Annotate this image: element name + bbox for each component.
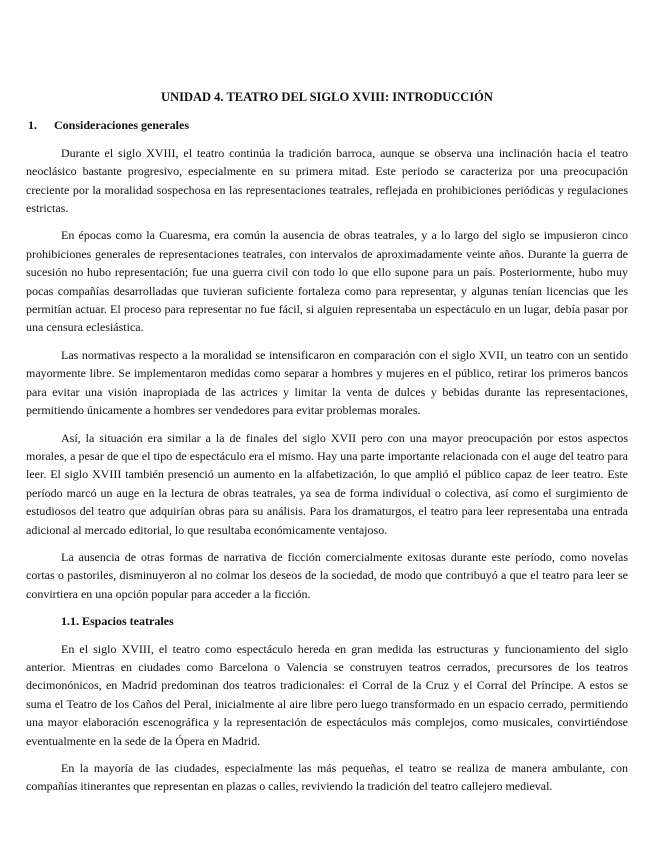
paragraph: Las normativas respecto a la moralidad se intensificaron en comparación con el siglo XVII, un teatro con un sentido mayormente libre. Se implementaron medidas como separar a hombres y mujeres en el público, retirar los primeros bancos para evitar una visión inapropiada de las actrices y limitar la venta de dulces y bebidas durante las representaciones, permitiendo únicamente a hombres ser vendedores para evitar problemas morales.	[26, 347, 628, 418]
subsection-heading: 1.1. Espacios teatrales	[61, 614, 174, 629]
paragraph: Durante el siglo XVIII, el teatro continúa la tradición barroca, aunque se observa una inclinación hacia el teatro neoclásico bastante progresivo, especialmente en su primera mitad. Este periodo se caracteriza por una preocupación creciente por la moralidad sospechosa en las representaciones teatrales, reflejada en prohibiciones periódicas y regulaciones estrictas.	[26, 145, 628, 216]
section-title: Consideraciones generales	[54, 118, 189, 133]
paragraph: Así, la situación era similar a la de finales del siglo XVII pero con una mayor preocupación por estos aspectos morales, a pesar de que el tipo de espectáculo era el mismo. Hay una parte importante relacionada con el auge del teatro para leer. El siglo XVIII también presenció un aumento en la alfabetización, lo que amplió el público capaz de leer teatro. Este período marcó un auge en la lectura de obras teatrales, ya sea de forma individual o colectiva, así como el surgimiento de estudiosos del teatro que adquirían obras para su análisis. Para los dramaturgos, el teatro para leer representaba una entrada adicional al mercado editorial, lo que resultaba económicamente ventajoso.	[26, 430, 628, 537]
paragraph: La ausencia de otras formas de narrativa de ficción comercialmente exitosas durante este período, como novelas cortas o pastoriles, disminuyeron al no colmar los deseos de la sociedad, de modo que contribuyó a que el teatro para leer se convirtiera en una opción popular para acceder a la ficción.	[26, 549, 628, 601]
section-heading	[26, 116, 628, 134]
paragraph: En el siglo XVIII, el teatro como espectáculo hereda en gran medida las estructuras y funcionamiento del siglo anterior. Mientras en ciudades como Barcelona o Valencia se construyen teatros cerrados, precursores de los teatros decimonónicos, en Madrid predominan dos teatros tradicionales: el Corral de la Cruz y el Corral del Príncipe. A estos se suma el Teatro de los Caños del Peral, inicialmente al aire libre pero luego transformado en un espacio cerrado, permitiendo una mayor elaboración escenográfica y la representación de espectáculos más complejos, como musicales, convirtiéndose eventualmente en la sede de la Ópera en Madrid.	[26, 641, 628, 748]
paragraph: En épocas como la Cuaresma, era común la ausencia de obras teatrales, y a lo largo del siglo se impusieron cinco prohibiciones generales de representaciones teatrales, con intervalos de aproximadamente veinte años. Durante la guerra de sucesión no hubo representación; fue una guerra civil con todo lo que ello supone para un país. Posteriormente, hubo muy pocas compañías desarrolladas que tuvieran suficiente fortaleza como para representar, y algunas tenían licencias que les permitían actuar. El proceso para representar no fue fácil, si alguien representaba un espectáculo en un lugar, debía pasar por una censura eclesiástica.	[26, 228, 628, 335]
page-title: UNIDAD 4. TEATRO DEL SIGLO XVIII: INTRODUCCIÓN	[161, 90, 493, 104]
section-number: 1.	[28, 118, 37, 133]
paragraph: En la mayoría de las ciudades, especialmente las más pequeñas, el teatro se realiza de manera ambulante, con compañías itinerantes que representan en plazas o calles, reviviendo la tradición del teatro callejero medieval.	[26, 761, 628, 794]
